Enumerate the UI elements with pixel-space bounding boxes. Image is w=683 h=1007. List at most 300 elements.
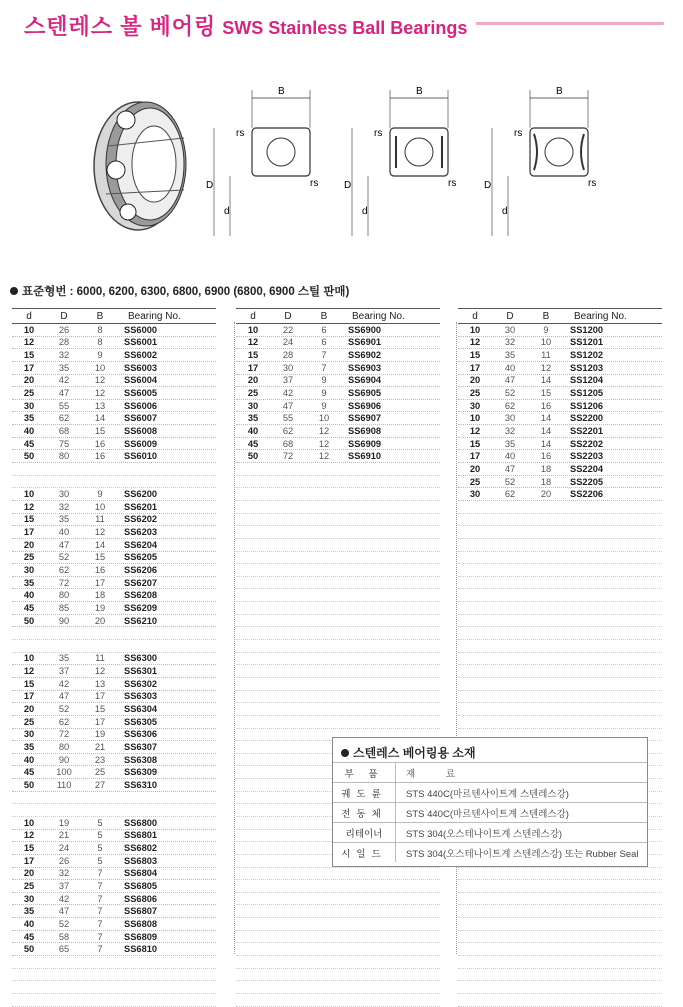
svg-text:rs: rs: [514, 128, 523, 139]
d-value: 17: [23, 362, 35, 373]
bearing-no: SS6807: [124, 906, 158, 917]
d-value: 10: [23, 817, 35, 828]
table-row: [12, 678, 216, 691]
bearing-no: SS6003: [124, 362, 158, 373]
bearing-no: SS6304: [124, 704, 158, 715]
bearing-no: SS1205: [570, 388, 604, 399]
table-row: [12, 349, 216, 362]
B-value: 15: [540, 388, 552, 399]
table-row: [12, 337, 216, 350]
d-value: 20: [247, 375, 259, 386]
B-value: 16: [94, 451, 106, 462]
blank-row: [236, 880, 440, 893]
d-value: 12: [23, 501, 35, 512]
bearing-no: SS6803: [124, 855, 158, 866]
d-value: 10: [469, 413, 481, 424]
title-english: SWS Stainless Ball Bearings: [222, 18, 468, 38]
table-row: [236, 425, 440, 438]
D-value: 52: [504, 476, 516, 487]
d-value: 12: [23, 830, 35, 841]
B-value: 21: [94, 741, 106, 752]
D-value: 85: [58, 602, 70, 613]
bearing-no: SS6907: [348, 413, 382, 424]
d-value: 45: [23, 767, 35, 778]
blank-row: [236, 956, 440, 969]
bearing-no: SS6901: [348, 337, 382, 348]
bearing-no: SS6202: [124, 514, 158, 525]
table-row: [12, 615, 216, 628]
d-value: 15: [469, 438, 481, 449]
bearing-no: SS6007: [124, 413, 158, 424]
d-value: 40: [23, 754, 35, 765]
blank-row: [458, 716, 662, 729]
D-value: 100: [56, 767, 72, 778]
blank-row: [458, 678, 662, 691]
blank-row: [458, 501, 662, 514]
B-value: 7: [97, 893, 103, 904]
svg-text:D: D: [344, 180, 352, 191]
section-diagram-open: [206, 84, 319, 244]
bearing-no: SS6903: [348, 362, 382, 373]
svg-text:D: D: [206, 180, 214, 191]
table-row: [12, 868, 216, 881]
blank-row: [236, 539, 440, 552]
column-divider: [234, 322, 235, 954]
D-value: 62: [282, 425, 294, 436]
blank-row: [236, 564, 440, 577]
D-value: 72: [58, 577, 70, 588]
bearing-no: SS6010: [124, 451, 158, 462]
table-row: [236, 362, 440, 375]
D-value: 52: [504, 388, 516, 399]
B-value: 10: [540, 337, 552, 348]
B-value: 14: [540, 425, 552, 436]
D-value: 24: [58, 843, 70, 854]
B-value: 7: [97, 868, 103, 879]
d-value: 12: [469, 425, 481, 436]
D-value: 37: [58, 881, 70, 891]
blank-row: [458, 577, 662, 590]
blank-row: [236, 931, 440, 944]
blank-row: [458, 943, 662, 956]
D-value: 30: [504, 324, 516, 335]
blank-row: [458, 640, 662, 653]
table-row: [236, 400, 440, 413]
bearing-no: SS6306: [124, 729, 158, 740]
materials-row: [333, 842, 647, 862]
blank-row: [458, 893, 662, 906]
bearing-no: SS6207: [124, 577, 158, 588]
blank-row: [12, 792, 216, 805]
svg-text:d: d: [502, 206, 508, 217]
B-value: 18: [540, 463, 552, 474]
B-value: 5: [97, 817, 103, 828]
d-value: 45: [23, 602, 35, 613]
blank-row: [458, 703, 662, 716]
d-value: 50: [23, 944, 35, 955]
blank-row: [458, 981, 662, 994]
d-value: 30: [23, 729, 35, 740]
B-value: 7: [97, 944, 103, 955]
table-row: [12, 855, 216, 868]
d-value: 17: [469, 362, 481, 373]
col-bearing-no-header: Bearing No.: [352, 310, 405, 322]
B-value: 12: [318, 425, 330, 436]
D-value: 42: [58, 893, 70, 904]
blank-row: [12, 627, 216, 640]
D-value: 19: [58, 817, 70, 828]
table-row: [12, 412, 216, 425]
B-value: 12: [94, 666, 106, 677]
blank-row: [236, 981, 440, 994]
bearing-no: SS6005: [124, 388, 158, 399]
table-row: [12, 539, 216, 552]
standard-types-heading: 표준형번 : 6000, 6200, 6300, 6800, 6900 (6800, 6900 스틸 판매): [10, 283, 349, 299]
blank-row: [236, 868, 440, 881]
blank-row: [458, 994, 662, 1007]
svg-text:d: d: [362, 206, 368, 217]
blank-row: [236, 678, 440, 691]
bearing-no: SS6809: [124, 931, 158, 942]
blank-row: [458, 880, 662, 893]
d-value: 10: [469, 324, 481, 335]
bearing-no: SS6307: [124, 741, 158, 752]
D-value: 52: [58, 552, 70, 563]
D-value: 47: [504, 463, 516, 474]
d-value: 35: [247, 413, 259, 424]
bearing-no: SS6909: [348, 438, 382, 449]
bearing-photo: [88, 86, 206, 236]
blank-row: [236, 627, 440, 640]
B-value: 15: [94, 552, 106, 563]
table-row: [12, 552, 216, 565]
B-value: 15: [94, 704, 106, 715]
table-row: [12, 703, 216, 716]
bearing-no: SS6808: [124, 918, 158, 929]
d-value: 15: [23, 350, 35, 361]
material-spec: STS 440C(마르텐사이트계 스텐레스강): [406, 788, 569, 800]
D-value: 90: [58, 615, 70, 626]
B-value: 13: [94, 400, 106, 411]
col-D-header: D: [284, 310, 292, 322]
D-value: 47: [58, 388, 70, 399]
d-value: 12: [247, 337, 259, 348]
bearing-no: SS6806: [124, 893, 158, 904]
blank-row: [12, 804, 216, 817]
d-value: 15: [247, 350, 259, 361]
B-value: 7: [97, 881, 103, 891]
bearing-no: SS6301: [124, 666, 158, 677]
table-row: [12, 716, 216, 729]
D-value: 30: [504, 413, 516, 424]
table-row: [458, 450, 662, 463]
blank-row: [236, 488, 440, 501]
bearing-no: SS2204: [570, 463, 604, 474]
table-row: [12, 450, 216, 463]
table-row: [458, 463, 662, 476]
d-value: 35: [23, 906, 35, 917]
blank-row: [458, 956, 662, 969]
bearing-no: SS6804: [124, 868, 158, 879]
d-value: 30: [469, 400, 481, 411]
B-value: 16: [540, 400, 552, 411]
material-part: 리테이너: [333, 823, 396, 842]
D-value: 26: [58, 855, 70, 866]
B-value: 10: [94, 501, 106, 512]
D-value: 32: [58, 868, 70, 879]
D-value: 35: [58, 514, 70, 525]
bearing-no: SS1201: [570, 337, 604, 348]
d-value: 30: [23, 893, 35, 904]
D-value: 75: [58, 438, 70, 449]
B-value: 6: [321, 337, 327, 348]
blank-row: [236, 703, 440, 716]
blank-row: [458, 514, 662, 527]
col-B-header: B: [96, 310, 104, 322]
svg-text:B: B: [278, 86, 285, 97]
bearing-no: SS6208: [124, 590, 158, 601]
material-part: 궤도륜: [333, 783, 396, 802]
D-value: 90: [58, 754, 70, 765]
B-value: 20: [540, 489, 552, 500]
table-row: [12, 501, 216, 514]
table-row: [12, 741, 216, 754]
blank-row: [236, 653, 440, 666]
blank-row: [236, 463, 440, 476]
B-value: 9: [321, 375, 327, 386]
D-value: 35: [58, 653, 70, 664]
bearing-no: SS6008: [124, 425, 158, 436]
table-row: [12, 665, 216, 678]
B-value: 8: [97, 337, 103, 348]
D-value: 62: [58, 716, 70, 727]
d-value: 50: [247, 451, 259, 462]
col-d-header: d: [26, 310, 32, 322]
bullet-icon: [10, 287, 18, 295]
table-row: [12, 514, 216, 527]
bearing-no: SS6210: [124, 615, 158, 626]
page-header: [24, 10, 467, 40]
bearing-no: SS6002: [124, 350, 158, 361]
table-row: [236, 324, 440, 337]
blank-row: [236, 905, 440, 918]
bearing-no: SS6902: [348, 350, 382, 361]
D-value: 47: [282, 400, 294, 411]
bearing-no: SS1204: [570, 375, 604, 386]
table-row: [236, 387, 440, 400]
blank-row: [236, 615, 440, 628]
B-value: 14: [94, 539, 106, 550]
D-value: 80: [58, 741, 70, 752]
blank-row: [458, 552, 662, 565]
blank-row: [458, 602, 662, 615]
table-row: [12, 653, 216, 666]
d-value: 20: [23, 868, 35, 879]
blank-row: [12, 640, 216, 653]
d-value: 50: [23, 451, 35, 462]
D-value: 35: [58, 362, 70, 373]
blank-row: [236, 552, 440, 565]
B-value: 16: [540, 451, 552, 462]
blank-row: [236, 893, 440, 906]
d-value: 17: [23, 855, 35, 866]
bearing-no: SS6206: [124, 564, 158, 575]
blank-row: [12, 969, 216, 982]
blank-row: [458, 564, 662, 577]
svg-text:rs: rs: [310, 178, 319, 189]
D-value: 62: [504, 400, 516, 411]
bearing-no: SS6904: [348, 375, 382, 386]
table-row: [458, 337, 662, 350]
bearing-no: SS2203: [570, 451, 604, 462]
bearing-no: SS6908: [348, 425, 382, 436]
svg-text:rs: rs: [588, 178, 597, 189]
D-value: 37: [282, 375, 294, 386]
table-row: [12, 931, 216, 944]
blank-row: [236, 691, 440, 704]
d-value: 40: [23, 590, 35, 601]
svg-text:D: D: [484, 180, 492, 191]
blank-row: [458, 589, 662, 602]
table-row: [12, 880, 216, 893]
bearing-no: SS6900: [348, 324, 382, 335]
bearing-no: SS2206: [570, 489, 604, 500]
table-row: [458, 488, 662, 501]
col-d-header: d: [472, 310, 478, 322]
blank-row: [458, 969, 662, 982]
bullet-icon: [341, 749, 349, 757]
svg-text:rs: rs: [236, 128, 245, 139]
B-value: 12: [94, 388, 106, 399]
blank-row: [458, 931, 662, 944]
col-D-header: D: [60, 310, 68, 322]
B-value: 12: [540, 362, 552, 373]
bearing-no: SS6205: [124, 552, 158, 563]
d-value: 30: [247, 400, 259, 411]
table-row: [12, 438, 216, 451]
material-spec: STS 440C(마르텐사이트계 스텐레스강): [406, 808, 569, 820]
D-value: 47: [58, 906, 70, 917]
table-row: [458, 476, 662, 489]
d-value: 17: [247, 362, 259, 373]
d-value: 12: [23, 666, 35, 677]
blank-row: [458, 918, 662, 931]
table-row: [12, 754, 216, 767]
table-row: [12, 387, 216, 400]
col-bearing-no-header: Bearing No.: [574, 310, 627, 322]
bearing-no: SS2200: [570, 413, 604, 424]
blank-row: [458, 526, 662, 539]
table-row: [236, 349, 440, 362]
blank-row: [12, 981, 216, 994]
blank-row: [458, 868, 662, 881]
D-value: 42: [282, 388, 294, 399]
bearing-table-6000-series: [12, 308, 216, 1007]
bearing-no: SS2202: [570, 438, 604, 449]
D-value: 35: [504, 438, 516, 449]
d-value: 25: [247, 388, 259, 399]
table-row: [12, 564, 216, 577]
col-B-header: B: [320, 310, 328, 322]
d-value: 40: [247, 425, 259, 436]
section-diagram-sealed: [484, 84, 597, 244]
D-value: 55: [282, 413, 294, 424]
blank-row: [236, 514, 440, 527]
B-value: 12: [318, 451, 330, 462]
col-D-header: D: [506, 310, 514, 322]
table-header-row: [458, 308, 662, 324]
D-value: 52: [58, 918, 70, 929]
d-value: 10: [23, 489, 35, 500]
svg-text:d: d: [224, 206, 230, 217]
blank-row: [12, 956, 216, 969]
bearing-no: SS6305: [124, 716, 158, 727]
D-value: 62: [504, 489, 516, 500]
D-value: 62: [58, 564, 70, 575]
svg-text:rs: rs: [448, 178, 457, 189]
D-value: 40: [58, 527, 70, 538]
table-row: [12, 362, 216, 375]
B-value: 14: [94, 413, 106, 424]
blank-row: [12, 476, 216, 489]
B-value: 11: [95, 653, 105, 664]
B-value: 14: [540, 375, 552, 386]
table-row: [236, 450, 440, 463]
bearing-no: SS6309: [124, 767, 158, 778]
D-value: 35: [504, 350, 516, 361]
B-value: 7: [97, 918, 103, 929]
D-value: 80: [58, 451, 70, 462]
d-value: 12: [469, 337, 481, 348]
bearing-no: SS6009: [124, 438, 158, 449]
d-value: 35: [23, 577, 35, 588]
B-value: 11: [541, 350, 551, 361]
B-value: 9: [321, 400, 327, 411]
B-value: 9: [543, 324, 549, 335]
D-value: 52: [58, 704, 70, 715]
D-value: 47: [504, 375, 516, 386]
col-bearing-no-header: Bearing No.: [128, 310, 181, 322]
blank-row: [236, 577, 440, 590]
B-value: 12: [94, 375, 106, 386]
blank-row: [236, 476, 440, 489]
col-d-header: d: [250, 310, 256, 322]
B-value: 5: [97, 843, 103, 854]
table-header-row: [236, 308, 440, 324]
bearing-no: SS2205: [570, 476, 604, 487]
B-value: 19: [94, 602, 106, 613]
D-value: 32: [58, 350, 70, 361]
d-value: 45: [23, 438, 35, 449]
blank-row: [236, 602, 440, 615]
table-row: [12, 526, 216, 539]
table-row: [12, 830, 216, 843]
D-value: 22: [282, 324, 294, 335]
B-value: 11: [95, 514, 105, 525]
blank-row: [236, 943, 440, 956]
D-value: 26: [58, 324, 70, 335]
d-value: 30: [23, 400, 35, 411]
bearing-no: SS6302: [124, 678, 158, 689]
table-row: [236, 337, 440, 350]
B-value: 7: [321, 350, 327, 361]
B-value: 16: [94, 564, 106, 575]
table-row: [12, 577, 216, 590]
D-value: 32: [504, 337, 516, 348]
D-value: 62: [58, 413, 70, 424]
d-value: 17: [23, 691, 35, 702]
table-row: [236, 375, 440, 388]
